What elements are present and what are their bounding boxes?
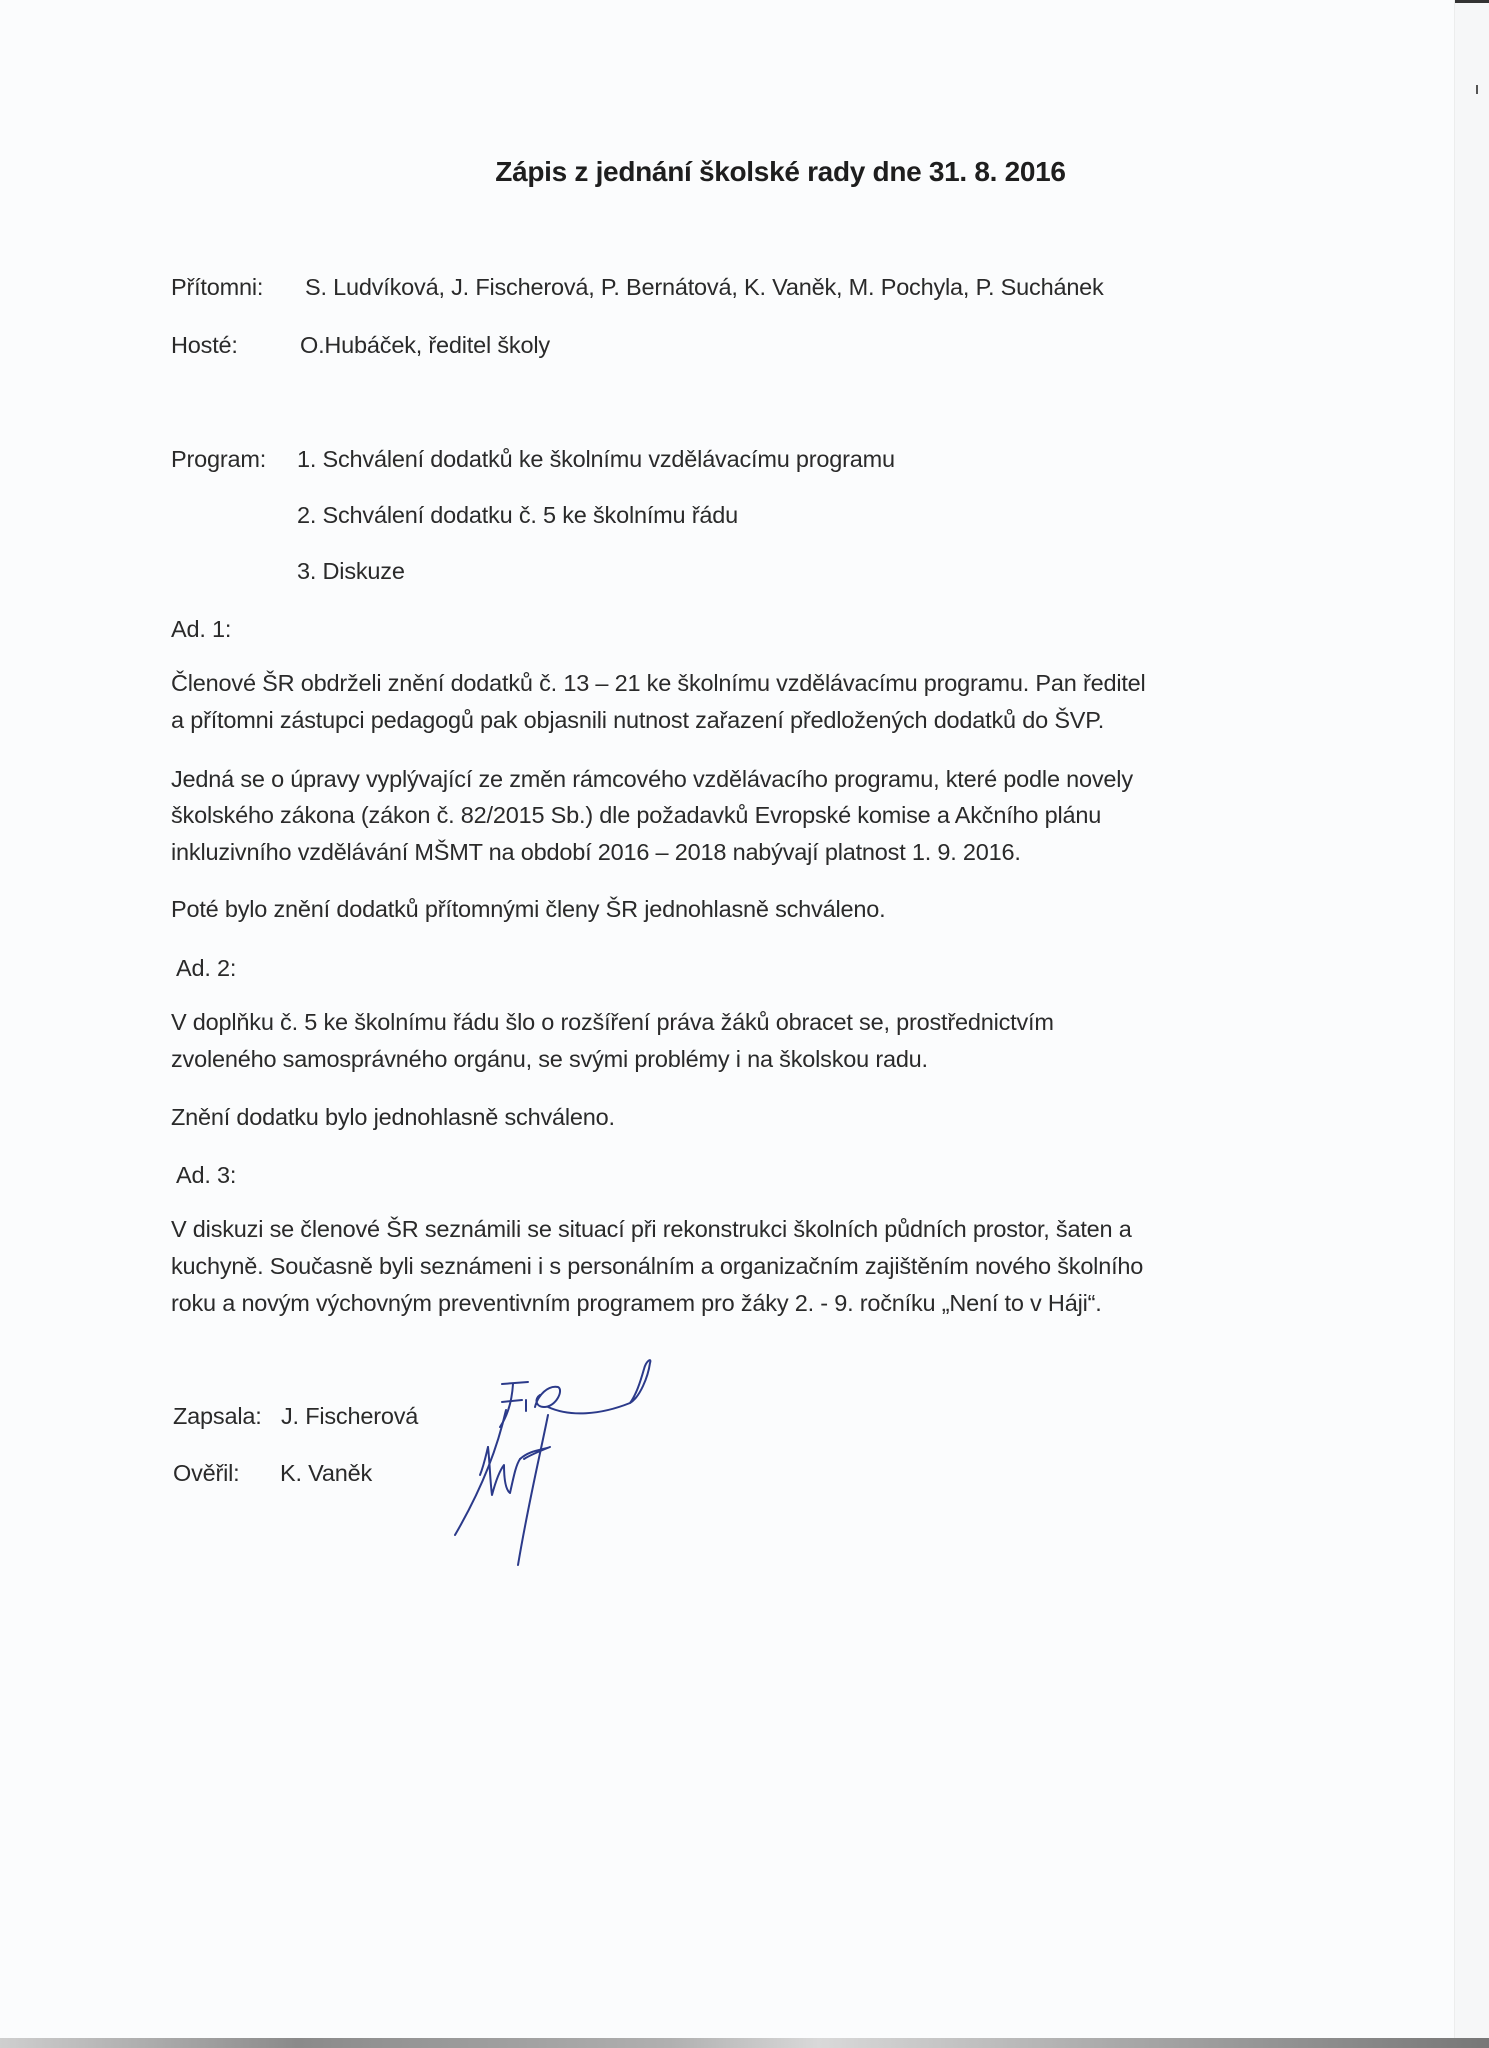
document-title: Zápis z jednání školské rady dne 31. 8. 2016	[495, 156, 1066, 187]
signatures	[440, 1355, 740, 1585]
recorded-by-name: J. Fischerová	[281, 1403, 419, 1429]
paragraph-line: Znění dodatku bylo jednohlasně schváleno.	[171, 1104, 615, 1130]
program-label: Program:	[171, 446, 267, 472]
guests-names: O.Hubáček, ředitel školy	[300, 332, 550, 358]
program-item: 3. Diskuze	[297, 558, 405, 584]
paragraph-line: inkluzivního vzdělávání MŠMT na období 2016 – 2018 nabývají platnost 1. 9. 2016.	[171, 839, 1021, 865]
verified-by-label: Ověřil:	[173, 1460, 240, 1486]
section-heading: Ad. 1:	[171, 616, 232, 642]
paragraph-line: V diskuzi se členové ŠR seznámili se situací při rekonstrukci školních půdních prostor, šaten a	[171, 1216, 1132, 1242]
present-names: S. Ludvíková, J. Fischerová, P. Bernátová, K. Vaněk, M. Pochyla, P. Suchánek	[305, 274, 1104, 300]
scan-speck	[1476, 85, 1478, 94]
paragraph-line: a přítomni zástupci pedagogů pak objasnili nutnost zařazení předložených dodatků do ŠVP.	[171, 707, 1105, 733]
scan-right-edge	[1454, 0, 1489, 2048]
recorded-by-label: Zapsala:	[173, 1403, 262, 1429]
signature-vanek	[455, 1410, 550, 1565]
section-heading: Ad. 2:	[176, 955, 237, 981]
section-heading: Ad. 3:	[176, 1162, 237, 1188]
present-label: Přítomni:	[171, 274, 264, 300]
paragraph-line: Poté bylo znění dodatků přítomnými členy ŠR jednohlasně schváleno.	[171, 896, 886, 922]
paragraph-line: Jedná se o úpravy vyplývající ze změn rámcového vzdělávacího programu, které podle novely	[171, 766, 1133, 792]
paragraph-line: V doplňku č. 5 ke školnímu řádu šlo o rozšíření práva žáků obracet se, prostřednictvím	[171, 1009, 1054, 1035]
paragraph-line: Členové ŠR obdrželi znění dodatků č. 13 – 21 ke školnímu vzdělávacímu programu. Pan ředitel	[171, 670, 1146, 696]
paragraph-line: roku a novým výchovným preventivním programem pro žáky 2. - 9. ročníku „Není to v Háji“.	[171, 1290, 1102, 1316]
signature-fischerova	[500, 1360, 650, 1427]
program-item: 2. Schválení dodatku č. 5 ke školnímu řádu	[297, 502, 738, 528]
program-item: 1. Schválení dodatků ke školnímu vzdělávacímu programu	[297, 446, 895, 472]
paragraph-line: školského zákona (zákon č. 82/2015 Sb.) dle požadavků Evropské komise a Akčního plánu	[171, 802, 1102, 828]
scan-bottom-edge	[0, 2038, 1489, 2048]
guests-label: Hosté:	[171, 332, 238, 358]
paragraph-line: kuchyně. Současně byli seznámeni i s personálním a organizačním zajištěním nového školního	[171, 1253, 1144, 1279]
scan-corner-shadow	[1455, 0, 1489, 3]
verified-by-name: K. Vaněk	[280, 1460, 373, 1486]
paragraph-line: zvoleného samosprávného orgánu, se svými problémy i na školskou radu.	[171, 1046, 928, 1072]
